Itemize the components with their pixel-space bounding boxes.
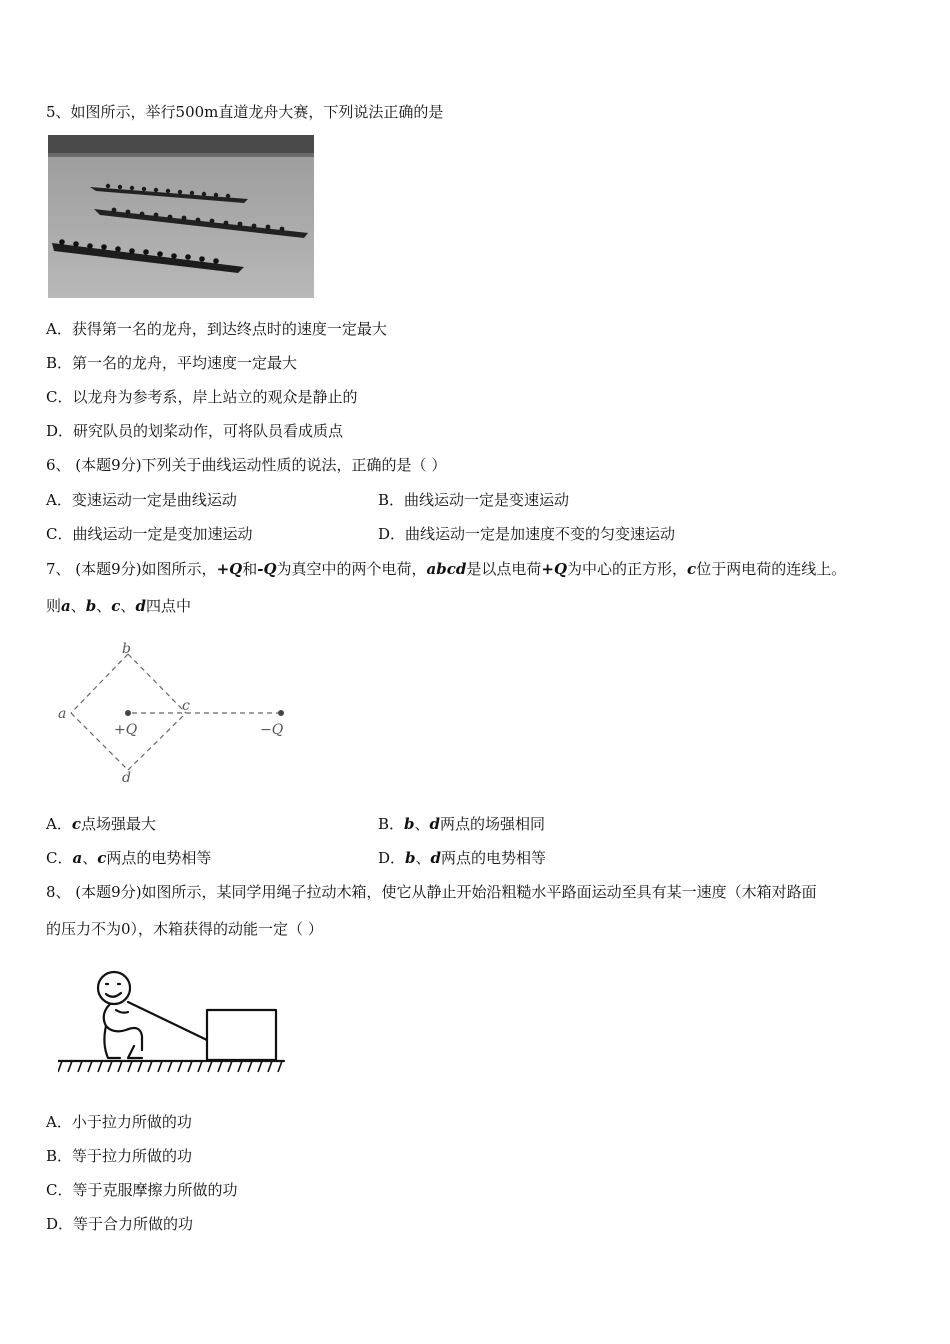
dragon-boat-photo <box>48 135 314 298</box>
q8-option-b: B．等于拉力所做的功 <box>46 1147 193 1165</box>
ground-hatching <box>58 1061 282 1072</box>
label-d: d <box>122 770 131 786</box>
q8-option-c: C．等于克服摩擦力所做的功 <box>46 1181 238 1199</box>
person-head <box>98 972 130 1004</box>
q8-stem-line2: 的压力不为0），木箱获得的动能一定（ ） <box>46 920 323 938</box>
label-plus-q: +Q <box>114 722 138 738</box>
edge-ab <box>71 654 128 713</box>
q7-stem-line2: 则a、b、c、d四点中 <box>46 597 191 615</box>
q5-option-b: B．第一名的龙舟，平均速度一定最大 <box>46 354 298 372</box>
person-arm <box>116 1010 128 1013</box>
edge-bc <box>128 654 186 713</box>
rope <box>128 1002 207 1040</box>
q6-option-d: D．曲线运动一定是加速度不变的匀变速运动 <box>378 525 676 543</box>
q7-option-c: C．a、c两点的电势相等 <box>46 849 212 867</box>
q7-option-a: A．c点场强最大 <box>46 815 156 833</box>
q8-option-d: D．等于合力所做的功 <box>46 1215 194 1233</box>
q7-option-d: D．b、d两点的电势相等 <box>378 849 547 867</box>
label-c: c <box>182 698 190 714</box>
q8-stem-line1: 8、 (本题9分)如图所示，某同学用绳子拉动木箱，使它从静止开始沿粗糙水平路面运动至具有某一速度（木箱对路面 <box>46 883 817 901</box>
q7-option-b: B．b、d两点的场强相同 <box>378 815 546 833</box>
person-front-leg <box>128 1046 142 1058</box>
label-minus-q: −Q <box>260 722 284 738</box>
q6-stem: 6、 (本题9分)下列关于曲线运动性质的说法，正确的是（ ） <box>46 456 447 474</box>
wooden-box <box>207 1010 276 1060</box>
q6-option-b: B．曲线运动一定是变速运动 <box>378 491 570 509</box>
q5-option-d: D．研究队员的划桨动作，可将队员看成质点 <box>46 422 344 440</box>
q7-stem-line1: 7、 (本题9分)如图所示，+Q和-Q为真空中的两个电荷，abcd是以点电荷+Q为中心的正方形，c位于两电荷的连线上。 <box>46 560 847 578</box>
label-a: a <box>58 706 67 722</box>
q5-stem: 5、如图所示，举行500m直道龙舟大赛，下列说法正确的是 <box>46 103 444 121</box>
q6-option-c: C．曲线运动一定是变加速运动 <box>46 525 253 543</box>
label-b: b <box>122 641 131 657</box>
q6-option-a: A．变速运动一定是曲线运动 <box>46 491 237 509</box>
box-pulling-diagram <box>58 962 288 1087</box>
person-smile <box>106 993 121 997</box>
q5-option-a: A．获得第一名的龙舟，到达终点时的速度一定最大 <box>46 320 387 338</box>
negative-charge-dot <box>278 710 284 716</box>
charge-square-diagram <box>52 640 302 790</box>
q5-option-c: C．以龙舟为参考系，岸上站立的观众是静止的 <box>46 388 358 406</box>
person-body <box>104 1004 142 1050</box>
q8-option-a: A．小于拉力所做的功 <box>46 1113 192 1131</box>
positive-charge-dot <box>125 710 131 716</box>
